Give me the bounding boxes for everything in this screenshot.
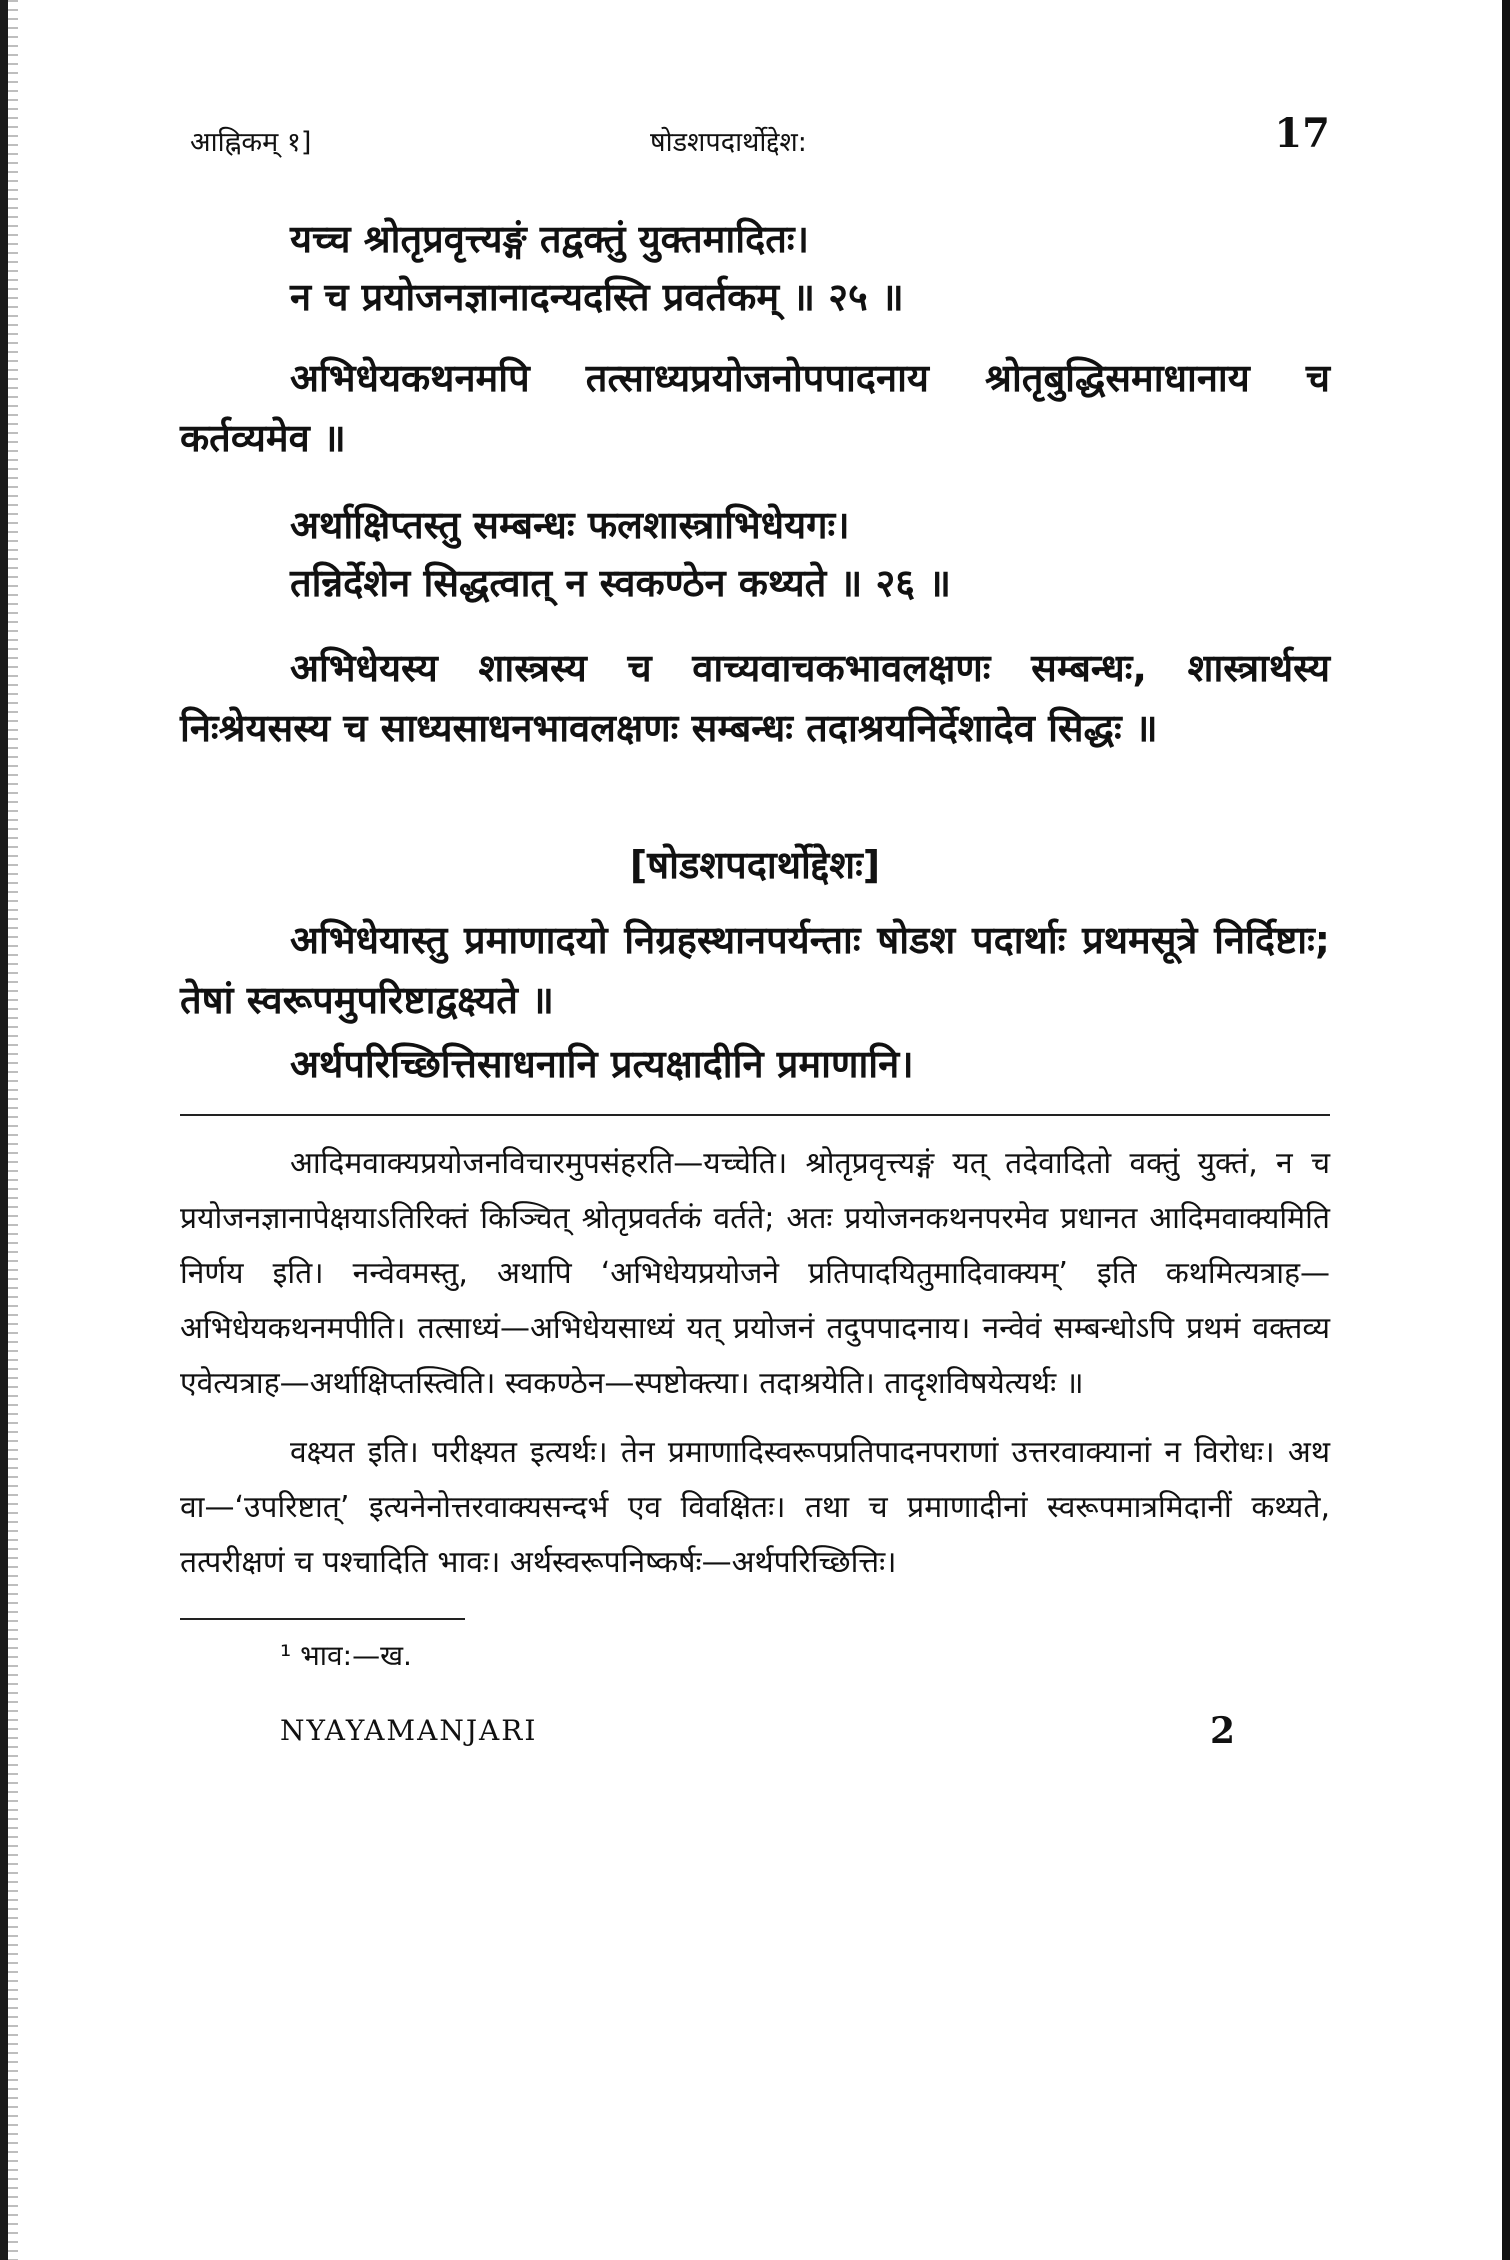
footnote-rule (180, 1618, 465, 1620)
page-left-edge-speckle (8, 0, 18, 2260)
page-right-edge-shadow (1502, 0, 1510, 2260)
running-header (180, 110, 1330, 170)
header-chapter: आह्निकम् १] (190, 127, 312, 158)
page-left-edge-shadow (0, 0, 8, 2260)
signature-number: 2 (1210, 1710, 1236, 1752)
verse-line: अर्थाक्षिप्तस्तु सम्बन्धः फलशास्त्राभिधेयगः। (290, 503, 850, 547)
signature-mark: NYAYAMANJARI (280, 1714, 538, 1747)
printer-signature-line (180, 1710, 1330, 1774)
commentary-paragraph: आदिमवाक्यप्रयोजनविचारमुपसंहरति—यच्चेति। श्रोतृप्रवृत्त्यङ्गं यत् तदेवादितो वक्तुं युक्तं, न च प्रयोजनज्ञानापेक्षयाऽतिरिक्तं किञ्चित् श्रोतृप्रवर्तकं वर्तते; अतः प्रयोजनकथनपरमेव प्रधानत आदिमवाक्यमिति निर्णय इति। नन्वेवमस्तु, अथापि ‘अभिधेयप्रयोजने प्रतिपादयितुमादिवाक्यम्’ इति कथमित्यत्राह—अभिधेयकथनमपीति। तत्साध्यं—अभिधेयसाध्यं यत् प्रयोजनं तदुपपादनाय। नन्वेवं सम्बन्धोऽपि प्रथमं वक्तव्य एवेत्यत्राह—अर्थाक्षिप्तस्त्विति। स्वकण्ठेन—स्पष्टोक्त्या। तदाश्रयेति। तादृशविषयेत्यर्थः ॥ (180, 1146, 1330, 1401)
verse-line: तन्निर्देशेन सिद्धत्वात् न स्वकण्ठेन कथ्यते ॥ २६ ॥ (290, 561, 952, 605)
header-section-title: षोडशपदार्थोद्देश: (650, 127, 807, 158)
main-prose-paragraph: अर्थपरिच्छित्तिसाधनानि प्रत्यक्षादीनि प्रमाणानि। (290, 1042, 914, 1086)
page-number: 17 (1274, 110, 1330, 157)
footnote: ¹ भाव:—ख. (280, 1639, 412, 1672)
verse-26 (180, 496, 1330, 612)
main-prose-paragraph: अभिधेयास्तु प्रमाणादयो निग्रहस्थानपर्यन्ताः षोडश पदार्थाः प्रथमसूत्रे निर्दिष्टाः; तेषां स्वरूपमुपरिष्टाद्वक्ष्यते ॥ (180, 918, 1330, 1022)
verse-line: यच्च श्रोतृप्रवृत्त्यङ्गं तद्वक्तुं युक्तमादितः। (290, 217, 809, 261)
main-prose-paragraph: अभिधेयकथनमपि तत्साध्यप्रयोजनोपपादनाय श्रोतृबुद्धिसमाधानाय च कर्तव्यमेव ॥ (180, 356, 1330, 460)
commentary-paragraph: वक्ष्यत इति। परीक्ष्यत इत्यर्थः। तेन प्रमाणादिस्वरूपप्रतिपादनपराणां उत्तरवाक्यानां न विरोधः। अथ वा—‘उपरिष्टात्’ इत्यनेनोत्तरवाक्यसन्दर्भ एव विवक्षितः। तथा च प्रमाणादीनां स्वरूपमात्रमिदानीं कथ्यते, तत्परीक्षणं च पश्चादिति भावः। अर्थस्वरूपनिष्कर्षः—अर्थपरिच्छित्तिः। (180, 1435, 1330, 1580)
verse-25 (180, 210, 1330, 326)
main-prose-paragraph: अभिधेयस्य शास्त्रस्य च वाच्यवाचकभावलक्षणः सम्बन्धः, शास्त्रार्थस्य निःश्रेयसस्य च साध्यसाधनभावलक्षणः सम्बन्धः तदाश्रयनिर्देशादेव सिद्धः ॥ (180, 646, 1330, 750)
book-page (180, 110, 1330, 1774)
section-heading: [षोडशपदार्थोद्देशः] (629, 843, 881, 887)
verse-line: न च प्रयोजनज्ञानादन्यदस्ति प्रवर्तकम् ॥ २५ ॥ (290, 275, 904, 319)
commentary-divider (180, 1114, 1330, 1116)
